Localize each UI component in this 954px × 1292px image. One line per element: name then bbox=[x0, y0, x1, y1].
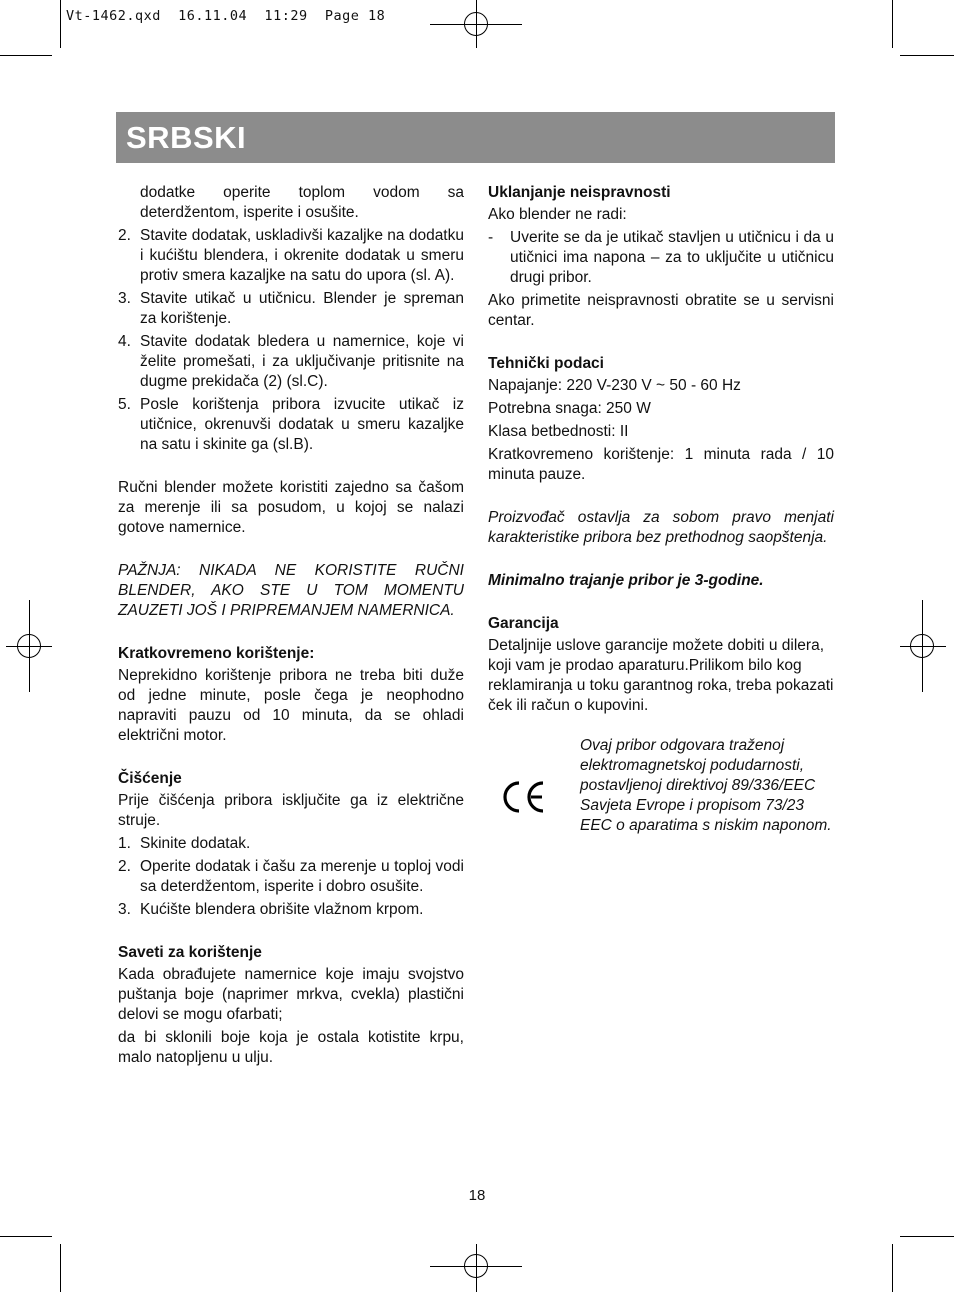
cleaning-steps-list bbox=[118, 834, 464, 920]
intro-continuation: dodatke operite toplom vodom sa deterdžentom, isperite i osušite. bbox=[140, 184, 464, 221]
short-use-heading: Kratkovremeno korištenje: bbox=[118, 645, 315, 662]
banner-title: SRBSKI bbox=[126, 120, 247, 155]
list-item: 2. Stavite dodatak, uskladivši kazaljke na dodatku i kućištu blendera, i okrenite dodatak u smeru protiv smera kazaljke na satu do upora (sl. A). bbox=[118, 227, 464, 284]
troubleshooting-heading: Uklanjanje neispravnosti bbox=[488, 184, 671, 201]
spec-line: Napajanje: 220 V-230 V ~ 50 - 60 Hz bbox=[488, 377, 741, 394]
warning-paragraph: PAŽNJA: NIKADA NE KORISTITE RUČNI BLENDER, AKO STE U TOM MOMENTU ZAUZETI JOŠ I PRIPREMANJEM NAMERNICA. bbox=[118, 562, 464, 619]
warranty-text: Detaljnije uslove garancije možete dobiti u dilera, koji vam je prodao aparaturu.Prilikom bilo kog reklamiranja u toku garantnog roka, treba pokazati ček ili račun o kupovini. bbox=[488, 637, 834, 714]
warranty-heading: Garancija bbox=[488, 615, 559, 632]
cleaning-text: Prije čišćenja pribora isključite ga iz električne struje. bbox=[118, 792, 464, 829]
ce-conformity-block bbox=[488, 736, 834, 836]
troubleshooting-intro: Ako blender ne radi: bbox=[488, 206, 627, 223]
right-column bbox=[488, 183, 834, 836]
minimum-lifetime: Minimalno trajanje pribor je 3-godine. bbox=[488, 572, 764, 589]
spec-line: Kratkovremeno korištenje: 1 minuta rada / 10 minuta pauze. bbox=[488, 446, 834, 483]
tips-text-2: da bi sklonili boje koja je ostala kotistite krpu, malo natopljenu u ulju. bbox=[118, 1029, 464, 1066]
file-slug: Vt-1462.qxd 16.11.04 11:29 Page 18 bbox=[66, 8, 386, 24]
spec-line: Klasa betbednosti: II bbox=[488, 423, 629, 440]
list-item: 4. Stavite dodatak bledera u namernice, koje vi želite promešati, i za uključivanje pritisnite na dugme prekidača (2) (sl.C). bbox=[118, 333, 464, 390]
steps-list bbox=[118, 226, 464, 455]
usage-paragraph: Ručni blender možete koristiti zajedno sa čašom za merenje ili sa posudom, u kojoj se nalazi gotove namernice. bbox=[118, 479, 464, 536]
troubleshooting-note: Ako primetite neispravnosti obratite se u servisni centar. bbox=[488, 292, 834, 329]
spec-line: Potrebna snaga: 250 W bbox=[488, 400, 651, 417]
tips-text-1: Kada obrađujete namernice koje imaju svojstvo puštanja boje (naprimer mrkva, cvekla) plastični delovi se mogu ofarbati; bbox=[118, 966, 464, 1023]
short-use-text: Neprekidno korištenje pribora ne treba biti duže od jedne minute, posle čega je neophodno napraviti pauzu od 10 minuta, da se ohladi električni motor. bbox=[118, 667, 464, 744]
page-number: 18 bbox=[468, 1187, 486, 1204]
list-item: 2. Operite dodatak i čašu za merenje u toploj vodi sa deterdžentom, isperite i dobro osušite. bbox=[118, 858, 464, 895]
left-column bbox=[118, 183, 464, 1071]
specs-heading: Tehnički podaci bbox=[488, 355, 604, 372]
list-item: 3. Kućište blendera obrišite vlažnom krpom. bbox=[118, 901, 424, 918]
list-item: - Uverite se da je utikač stavljen u utičnicu i da u utičnici ima napona – za to uključite u utičnicu drugi pribor. bbox=[488, 229, 834, 286]
section-banner bbox=[116, 112, 835, 163]
ce-conformity-text: Ovaj pribor odgovara traženoj elektromagnetskoj podudarnosti, postavljenoj direktivoj 89/336/EEC Savjeta Evrope i propisom 73/23 EEC o aparatima s niskim naponom. bbox=[580, 737, 832, 834]
manufacturer-note: Proizvođač ostavlja za sobom pravo menjati karakteristike pribora bez prethodnog saopštenja. bbox=[488, 509, 834, 546]
list-item: 1. Skinite dodatak. bbox=[118, 835, 251, 852]
ce-mark-icon bbox=[500, 780, 546, 814]
list-item: 5. Posle korištenja pribora izvucite utikač iz utičnice, okrenuvši dodatak u smeru kazaljke na satu i skinite ga (sl.B). bbox=[118, 396, 464, 453]
list-item: 3. Stavite utikač u utičnicu. Blender je spreman za korištenje. bbox=[118, 290, 464, 327]
cleaning-heading: Čišćenje bbox=[118, 770, 182, 787]
tips-heading: Saveti za korištenje bbox=[118, 944, 262, 961]
